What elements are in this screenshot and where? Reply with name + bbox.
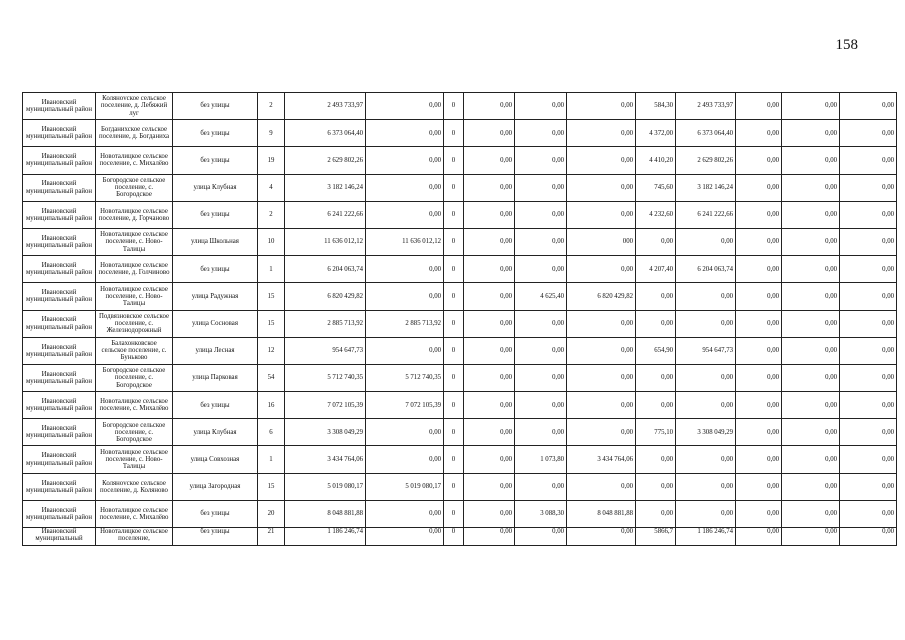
cost-cell-6: 0,00: [782, 147, 840, 174]
cost-cell-3: 0,00: [567, 392, 636, 419]
table-row: [23, 283, 897, 310]
area-cell: 3 088,30: [515, 500, 567, 527]
district-cell: Ивановский муниципальный район: [23, 446, 96, 473]
settlement-cell: Новоталицкое сельское поселение, с. Ново-Талицы: [96, 446, 173, 473]
area-cell: 0,00: [515, 364, 567, 391]
table-body: [23, 93, 897, 546]
area-cell: 0,00: [515, 473, 567, 500]
cost-cell-6: 0,00: [782, 500, 840, 527]
district-cell: Ивановский муниципальный район: [23, 120, 96, 147]
cost-cell-2: 0,00: [464, 500, 515, 527]
cost-cell-1: 2 885 713,92: [366, 310, 444, 337]
cost-cell-6: 0,00: [782, 256, 840, 283]
area-cell: 0,00: [515, 93, 567, 120]
cost-cell-4: 954 647,73: [676, 337, 736, 364]
area-cell-2: 4 207,40: [636, 256, 676, 283]
cost-cell-4: 2 493 733,97: [676, 93, 736, 120]
cost-cell-5: 0,00: [736, 446, 782, 473]
cost-cell-4: 0,00: [676, 364, 736, 391]
settlement-cell: Колянovское сельское поселение, д. Лебяжий луг: [96, 93, 173, 120]
cost-cell-7: 0,00: [840, 473, 897, 500]
cost-cell-5: 0,00: [736, 174, 782, 201]
cost-cell-7: 0,00: [840, 120, 897, 147]
count-cell: 0: [444, 256, 464, 283]
cost-cell-4: 6 373 064,40: [676, 120, 736, 147]
table-row: [23, 446, 897, 473]
cost-cell-3: 0,00: [567, 174, 636, 201]
cost-cell-7: 0,00: [840, 228, 897, 255]
cost-cell-5: 0,00: [736, 500, 782, 527]
cost-cell-2: 0,00: [464, 147, 515, 174]
cost-cell-6: 0,00: [782, 528, 840, 546]
cost-cell-3: 0,00: [567, 120, 636, 147]
area-cell-2: 5866,7: [636, 528, 676, 546]
area-cell: 0,00: [515, 120, 567, 147]
count-cell: 0: [444, 500, 464, 527]
cost-cell-6: 0,00: [782, 93, 840, 120]
house-number-cell: 12: [258, 337, 285, 364]
house-number-cell: 1: [258, 256, 285, 283]
table-row: [23, 228, 897, 255]
data-table: [22, 92, 897, 546]
total-cost-cell: 5 019 080,17: [285, 473, 366, 500]
cost-cell-2: 0,00: [464, 419, 515, 446]
cost-cell-6: 0,00: [782, 120, 840, 147]
area-cell-2: 4 410,20: [636, 147, 676, 174]
cost-cell-1: 0,00: [366, 93, 444, 120]
house-number-cell: 16: [258, 392, 285, 419]
cost-cell-6: 0,00: [782, 419, 840, 446]
area-cell-2: 4 232,60: [636, 201, 676, 228]
settlement-cell: Богородское сельское поселение, с. Богородское: [96, 419, 173, 446]
street-cell: улица Клубная: [173, 419, 258, 446]
area-cell-2: 584,30: [636, 93, 676, 120]
count-cell: 0: [444, 392, 464, 419]
area-cell-2: 0,00: [636, 364, 676, 391]
house-number-cell: 1: [258, 446, 285, 473]
cost-cell-1: 0,00: [366, 500, 444, 527]
cost-cell-4: 0,00: [676, 228, 736, 255]
street-cell: улица Лесная: [173, 337, 258, 364]
count-cell: 0: [444, 446, 464, 473]
street-cell: улица Клубная: [173, 174, 258, 201]
cost-cell-3: 0,00: [567, 201, 636, 228]
table-row: [23, 528, 897, 546]
street-cell: улица Сосновая: [173, 310, 258, 337]
cost-cell-3: 0,00: [567, 419, 636, 446]
cost-cell-4: 2 629 802,26: [676, 147, 736, 174]
cost-cell-1: 0,00: [366, 120, 444, 147]
street-cell: улица Радужная: [173, 283, 258, 310]
area-cell: 0,00: [515, 337, 567, 364]
count-cell: 0: [444, 120, 464, 147]
cost-cell-2: 0,00: [464, 174, 515, 201]
cost-cell-6: 0,00: [782, 392, 840, 419]
total-cost-cell: 11 636 012,12: [285, 228, 366, 255]
table-row: [23, 93, 897, 120]
house-number-cell: 19: [258, 147, 285, 174]
cost-cell-6: 0,00: [782, 228, 840, 255]
cost-cell-7: 0,00: [840, 500, 897, 527]
cost-cell-1: 0,00: [366, 528, 444, 546]
house-number-cell: 20: [258, 500, 285, 527]
area-cell-2: 4 372,00: [636, 120, 676, 147]
cost-cell-1: 0,00: [366, 283, 444, 310]
house-number-cell: 10: [258, 228, 285, 255]
settlement-cell: Богородское сельское поселение, с. Богородское: [96, 174, 173, 201]
district-cell: Ивановский муниципальный район: [23, 337, 96, 364]
cost-cell-3: 0,00: [567, 337, 636, 364]
total-cost-cell: 6 820 429,82: [285, 283, 366, 310]
cost-cell-6: 0,00: [782, 201, 840, 228]
cost-cell-5: 0,00: [736, 228, 782, 255]
cost-cell-7: 0,00: [840, 283, 897, 310]
cost-cell-2: 0,00: [464, 337, 515, 364]
area-cell: 0,00: [515, 228, 567, 255]
table-row: [23, 174, 897, 201]
cost-cell-4: 0,00: [676, 310, 736, 337]
area-cell: 0,00: [515, 392, 567, 419]
settlement-cell: Подвязновское сельское поселение, с. Железнодорожный: [96, 310, 173, 337]
table-row: [23, 120, 897, 147]
cost-cell-6: 0,00: [782, 174, 840, 201]
cost-cell-7: 0,00: [840, 446, 897, 473]
table-row: [23, 337, 897, 364]
count-cell: 0: [444, 174, 464, 201]
cost-cell-1: 0,00: [366, 147, 444, 174]
total-cost-cell: 6 204 063,74: [285, 256, 366, 283]
count-cell: 0: [444, 228, 464, 255]
count-cell: 0: [444, 201, 464, 228]
area-cell: 0,00: [515, 147, 567, 174]
cost-cell-3: 0,00: [567, 147, 636, 174]
page-number: 158: [835, 37, 858, 53]
district-cell: Ивановский муниципальный район: [23, 283, 96, 310]
street-cell: без улицы: [173, 256, 258, 283]
cost-cell-4: 6 241 222,66: [676, 201, 736, 228]
cost-cell-4: 6 204 063,74: [676, 256, 736, 283]
district-cell: Ивановский муниципальный район: [23, 228, 96, 255]
cost-cell-7: 0,00: [840, 419, 897, 446]
cost-cell-3: 0,00: [567, 473, 636, 500]
cost-cell-7: 0,00: [840, 201, 897, 228]
cost-cell-1: 5 019 080,17: [366, 473, 444, 500]
street-cell: без улицы: [173, 120, 258, 147]
district-cell: Ивановский муниципальный район: [23, 473, 96, 500]
cost-cell-2: 0,00: [464, 283, 515, 310]
settlement-cell: Новоталицкое сельское поселение, д. Голчиново: [96, 256, 173, 283]
area-cell-2: 0,00: [636, 473, 676, 500]
count-cell: 0: [444, 528, 464, 546]
district-cell: Ивановский муниципальный район: [23, 500, 96, 527]
cost-cell-5: 0,00: [736, 147, 782, 174]
total-cost-cell: 5 712 740,35: [285, 364, 366, 391]
count-cell: 0: [444, 93, 464, 120]
street-cell: улица Загородная: [173, 473, 258, 500]
cost-cell-3: 8 048 881,88: [567, 500, 636, 527]
area-cell-2: 0,00: [636, 446, 676, 473]
cost-cell-2: 0,00: [464, 473, 515, 500]
district-cell: Ивановский муниципальный район: [23, 201, 96, 228]
area-cell: 0,00: [515, 174, 567, 201]
table-row: [23, 364, 897, 391]
total-cost-cell: 6 241 222,66: [285, 201, 366, 228]
total-cost-cell: 8 048 881,88: [285, 500, 366, 527]
count-cell: 0: [444, 419, 464, 446]
district-cell: Ивановский муниципальный район: [23, 174, 96, 201]
cost-cell-1: 11 636 012,12: [366, 228, 444, 255]
cost-cell-5: 0,00: [736, 120, 782, 147]
cost-cell-5: 0,00: [736, 310, 782, 337]
cost-cell-4: 3 182 146,24: [676, 174, 736, 201]
cost-cell-4: 3 308 049,29: [676, 419, 736, 446]
house-number-cell: 21: [258, 528, 285, 546]
count-cell: 0: [444, 310, 464, 337]
cost-cell-6: 0,00: [782, 364, 840, 391]
area-cell-2: 0,00: [636, 228, 676, 255]
area-cell: 0,00: [515, 419, 567, 446]
area-cell-2: 0,00: [636, 500, 676, 527]
cost-cell-7: 0,00: [840, 256, 897, 283]
settlement-cell: Новоталицкое сельское поселение,: [96, 528, 173, 546]
cost-cell-4: 0,00: [676, 392, 736, 419]
house-number-cell: 15: [258, 283, 285, 310]
settlement-cell: Новоталицкое сельское поселение, с. Михалёво: [96, 500, 173, 527]
settlement-cell: Колянovское сельское поселение, д. Коляново: [96, 473, 173, 500]
cost-cell-5: 0,00: [736, 256, 782, 283]
cost-cell-3: 0,00: [567, 310, 636, 337]
cost-cell-7: 0,00: [840, 147, 897, 174]
house-number-cell: 6: [258, 419, 285, 446]
table-row: [23, 310, 897, 337]
area-cell: 0,00: [515, 310, 567, 337]
cost-cell-3: 0,00: [567, 256, 636, 283]
area-cell-2: 775,10: [636, 419, 676, 446]
cost-cell-1: 0,00: [366, 419, 444, 446]
cost-cell-5: 0,00: [736, 337, 782, 364]
cost-cell-5: 0,00: [736, 473, 782, 500]
cost-cell-5: 0,00: [736, 93, 782, 120]
cost-cell-2: 0,00: [464, 120, 515, 147]
total-cost-cell: 2 885 713,92: [285, 310, 366, 337]
cost-cell-5: 0,00: [736, 283, 782, 310]
cost-cell-7: 0,00: [840, 392, 897, 419]
table-row: [23, 392, 897, 419]
count-cell: 0: [444, 337, 464, 364]
area-cell: 0,00: [515, 256, 567, 283]
house-number-cell: 54: [258, 364, 285, 391]
district-cell: Ивановский муниципальный район: [23, 364, 96, 391]
area-cell: 0,00: [515, 528, 567, 546]
district-cell: Ивановский муниципальный район: [23, 93, 96, 120]
cost-cell-4: 0,00: [676, 500, 736, 527]
cost-cell-1: 5 712 740,35: [366, 364, 444, 391]
cost-cell-3: 0,00: [567, 528, 636, 546]
house-number-cell: 9: [258, 120, 285, 147]
house-number-cell: 2: [258, 93, 285, 120]
cost-cell-7: 0,00: [840, 93, 897, 120]
cost-cell-1: 0,00: [366, 256, 444, 283]
cost-cell-1: 0,00: [366, 174, 444, 201]
table-row: [23, 256, 897, 283]
district-cell: Ивановский муниципальный район: [23, 147, 96, 174]
district-cell: Ивановский муниципальный район: [23, 419, 96, 446]
district-cell: Ивановский муниципальный: [23, 528, 96, 546]
settlement-cell: Новоталицкое сельское поселение, д. Горчаново: [96, 201, 173, 228]
total-cost-cell: 954 647,73: [285, 337, 366, 364]
cost-cell-2: 0,00: [464, 201, 515, 228]
cost-cell-1: 0,00: [366, 337, 444, 364]
area-cell: 0,00: [515, 201, 567, 228]
settlement-cell: Новоталицкое сельское поселение, с. Михалёво: [96, 392, 173, 419]
cost-cell-1: 7 072 105,39: [366, 392, 444, 419]
cost-cell-7: 0,00: [840, 174, 897, 201]
cost-cell-1: 0,00: [366, 201, 444, 228]
total-cost-cell: 3 308 049,29: [285, 419, 366, 446]
cost-cell-4: 0,00: [676, 446, 736, 473]
cost-cell-7: 0,00: [840, 364, 897, 391]
area-cell-2: 745,60: [636, 174, 676, 201]
settlement-cell: Новоталицкое сельское поселение, с. Ново-Талицы: [96, 283, 173, 310]
district-cell: Ивановский муниципальный район: [23, 256, 96, 283]
house-number-cell: 15: [258, 310, 285, 337]
cost-cell-6: 0,00: [782, 310, 840, 337]
area-cell-2: 0,00: [636, 392, 676, 419]
cost-cell-5: 0,00: [736, 201, 782, 228]
street-cell: улица Школьная: [173, 228, 258, 255]
total-cost-cell: 6 373 064,40: [285, 120, 366, 147]
cost-cell-2: 0,00: [464, 446, 515, 473]
cost-cell-5: 0,00: [736, 392, 782, 419]
area-cell-2: 0,00: [636, 283, 676, 310]
cost-cell-2: 0,00: [464, 364, 515, 391]
settlement-cell: Новоталицкое сельское поселение, с. Ново-Талицы: [96, 228, 173, 255]
house-number-cell: 4: [258, 174, 285, 201]
cost-cell-2: 0,00: [464, 93, 515, 120]
cost-cell-7: 0,00: [840, 310, 897, 337]
settlement-cell: Богданихское сельское поселение, д. Богданиха: [96, 120, 173, 147]
table-row: [23, 473, 897, 500]
total-cost-cell: 3 182 146,24: [285, 174, 366, 201]
cost-cell-5: 0,00: [736, 419, 782, 446]
street-cell: улица Совхозная: [173, 446, 258, 473]
cost-cell-2: 0,00: [464, 392, 515, 419]
house-number-cell: 2: [258, 201, 285, 228]
cost-cell-7: 0,00: [840, 337, 897, 364]
area-cell-2: 654,90: [636, 337, 676, 364]
cost-cell-5: 0,00: [736, 364, 782, 391]
table-row: [23, 419, 897, 446]
street-cell: без улицы: [173, 147, 258, 174]
cost-cell-2: 0,00: [464, 528, 515, 546]
cost-cell-5: 0,00: [736, 528, 782, 546]
street-cell: без улицы: [173, 500, 258, 527]
cost-cell-3: 3 434 764,06: [567, 446, 636, 473]
street-cell: улица Парковая: [173, 364, 258, 391]
count-cell: 0: [444, 147, 464, 174]
settlement-cell: Балахонковское сельское поселение, с. Буньково: [96, 337, 173, 364]
cost-cell-1: 0,00: [366, 446, 444, 473]
cost-cell-4: 0,00: [676, 473, 736, 500]
cost-cell-2: 0,00: [464, 256, 515, 283]
total-cost-cell: 3 434 764,06: [285, 446, 366, 473]
cost-cell-3: 6 820 429,82: [567, 283, 636, 310]
settlement-cell: Новоталицкое сельское поселение, с. Михалёво: [96, 147, 173, 174]
total-cost-cell: 2 493 733,97: [285, 93, 366, 120]
cost-cell-4: 1 186 246,74: [676, 528, 736, 546]
total-cost-cell: 1 186 246,74: [285, 528, 366, 546]
area-cell: 1 073,80: [515, 446, 567, 473]
cost-cell-4: 0,00: [676, 283, 736, 310]
count-cell: 0: [444, 283, 464, 310]
table-row: [23, 500, 897, 527]
total-cost-cell: 7 072 105,39: [285, 392, 366, 419]
street-cell: без улицы: [173, 392, 258, 419]
house-number-cell: 15: [258, 473, 285, 500]
area-cell-2: 0,00: [636, 310, 676, 337]
count-cell: 0: [444, 473, 464, 500]
cost-cell-7: 0,00: [840, 528, 897, 546]
cost-cell-2: 0,00: [464, 228, 515, 255]
table-row: [23, 201, 897, 228]
count-cell: 0: [444, 364, 464, 391]
cost-cell-2: 0,00: [464, 310, 515, 337]
total-cost-cell: 2 629 802,26: [285, 147, 366, 174]
table-row: [23, 147, 897, 174]
street-cell: без улицы: [173, 201, 258, 228]
street-cell: без улицы: [173, 528, 258, 546]
district-cell: Ивановский муниципальный район: [23, 392, 96, 419]
cost-cell-6: 0,00: [782, 283, 840, 310]
settlement-cell: Богородское сельское поселение, с. Богородское: [96, 364, 173, 391]
cost-cell-3: 0,00: [567, 364, 636, 391]
cost-cell-6: 0,00: [782, 446, 840, 473]
area-cell: 4 625,40: [515, 283, 567, 310]
cost-cell-3: 0,00: [567, 93, 636, 120]
district-cell: Ивановский муниципальный район: [23, 310, 96, 337]
cost-cell-6: 0,00: [782, 473, 840, 500]
cost-cell-3: 000: [567, 228, 636, 255]
cost-cell-6: 0,00: [782, 337, 840, 364]
street-cell: без улицы: [173, 93, 258, 120]
